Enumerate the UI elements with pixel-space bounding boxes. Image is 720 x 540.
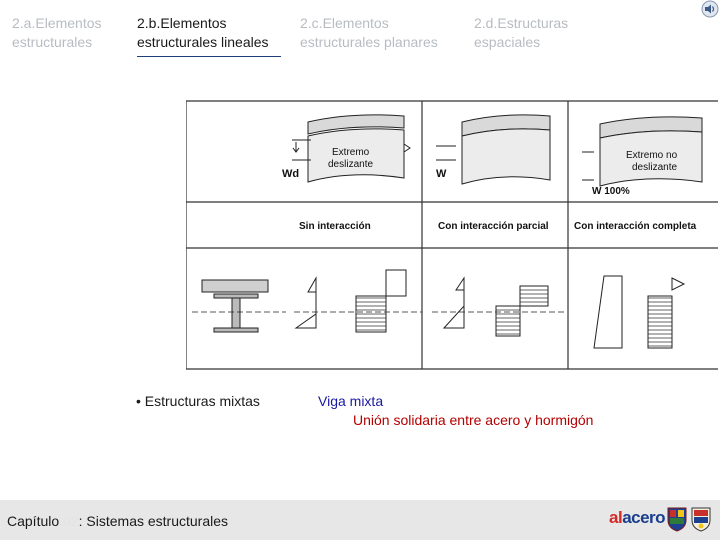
bullet-estructuras-mixtas: • Estructuras mixtas <box>136 393 260 409</box>
footer-number: 02 <box>63 513 79 529</box>
label-extremo-no-deslizante: Extremo no deslizante <box>626 150 678 173</box>
slide-subtitle: Unión solidaria entre acero y hormigón <box>353 412 594 428</box>
tab-elementos-planares[interactable]: 2.c.Elementos estructurales planares <box>300 15 438 50</box>
col-sin-interaccion: Sin interacción <box>299 221 371 232</box>
beam-interaccion-parcial <box>436 115 550 184</box>
institution-crest-icon <box>690 506 712 532</box>
label-w: W <box>436 168 447 180</box>
col-interaccion-completa: Con interacción completa <box>574 221 697 232</box>
active-tab-underline <box>137 56 281 57</box>
tab-elementos-estructurales[interactable]: 2.a.Elementos estructurales <box>12 15 102 50</box>
speaker-icon[interactable] <box>701 0 719 18</box>
stress-diagram-parcial <box>432 278 566 336</box>
footer-prefix: Capítulo <box>7 513 64 529</box>
i-beam-section <box>192 280 286 332</box>
tab-elementos-lineales[interactable]: 2.b.Elementos estructurales lineales <box>137 15 269 50</box>
slide-title: Viga mixta <box>318 393 384 409</box>
stress-diagram-completa <box>594 276 684 348</box>
tab-estructuras-espaciales[interactable]: 2.d.Estructuras espaciales <box>474 15 569 50</box>
footer-suffix: : Sistemas estructurales <box>78 513 229 529</box>
col-interaccion-parcial: Con interacción parcial <box>438 221 549 232</box>
logo-acero-text: acero <box>622 508 666 527</box>
label-w100: W 100% <box>592 186 630 197</box>
label-extremo-deslizante: Extremo deslizante <box>328 147 374 170</box>
logo-al-text: al <box>609 508 623 527</box>
stress-diagram-sin <box>294 270 422 332</box>
composite-beam-figure <box>186 100 718 370</box>
label-wd: Wd <box>282 168 300 180</box>
alacero-logo <box>609 508 665 528</box>
footer-chapter <box>7 513 228 529</box>
university-crest-icon <box>666 506 688 532</box>
